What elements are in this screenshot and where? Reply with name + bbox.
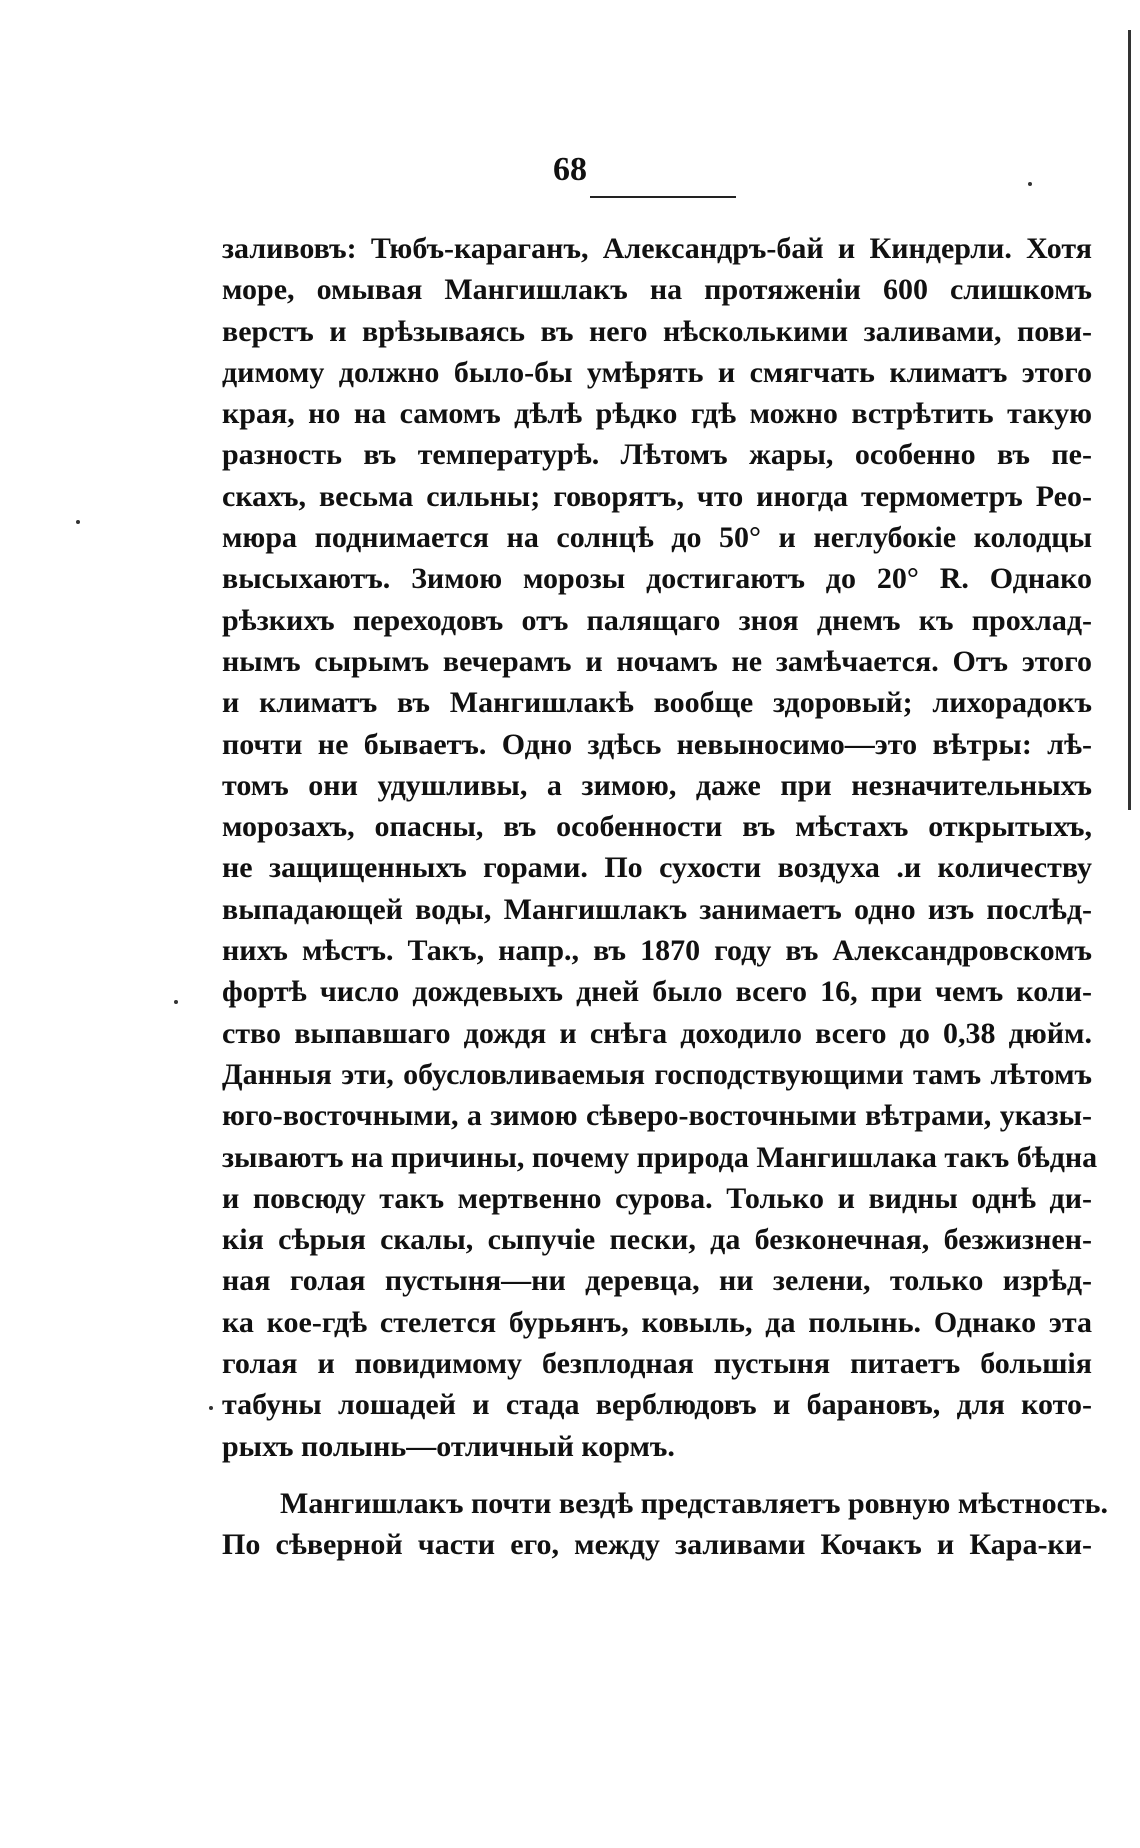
paragraph: [222, 1483, 1109, 1566]
text-line: ная голая пустыня—ни деревца, ни зелени, только изрѣд-: [222, 1264, 1092, 1298]
text-line: томъ они удушливы, а зимою, даже при незначительныхъ: [222, 768, 1092, 802]
text-line: голая и повидимому безплодная пустыня питаетъ большія: [222, 1347, 1092, 1381]
text-line: ство выпавшаго дождя и снѣга доходило всего до 0,38 дюйм.: [222, 1016, 1092, 1050]
text-line: мюра поднимается на солнцѣ до 50° и неглубокіе колодцы: [222, 521, 1092, 555]
text-line: и климатъ въ Мангишлакѣ вообще здоровый; лихорадокъ: [222, 686, 1092, 720]
text-line: края, но на самомъ дѣлѣ рѣдко гдѣ можно встрѣтить такую: [222, 397, 1092, 431]
text-line: морозахъ, опасны, въ особенности въ мѣстахъ открытыхъ,: [222, 810, 1092, 844]
paragraph: [222, 228, 1098, 1467]
text-line: нымъ сырымъ вечерамъ и ночамъ не замѣчается. Отъ этого: [222, 644, 1092, 678]
text-line: фортѣ число дождевыхъ дней было всего 16, при чемъ коли-: [222, 975, 1092, 1009]
body-text: [222, 228, 1109, 1566]
text-line: скахъ, весьма сильны; говорятъ, что иногда термометръ Рео-: [222, 479, 1092, 513]
text-line: табуны лошадей и стада верблюдовъ и барановъ, для кото-: [222, 1388, 1092, 1422]
text-line: юго-восточными, а зимою сѣверо-восточными вѣтрами, указы-: [222, 1099, 1092, 1133]
text-line: разность въ температурѣ. Лѣтомъ жары, особенно въ пе-: [222, 438, 1092, 472]
text-line: выпадающей воды, Мангишлакъ занимаетъ одно изъ послѣд-: [222, 892, 1092, 926]
text-line: верстъ и врѣзываясь въ него нѣсколькими заливами, пови-: [222, 314, 1092, 348]
text-line: зываютъ на причины, почему природа Мангишлака такъ бѣдна: [222, 1140, 1098, 1174]
text-line: По сѣверной части его, между заливами Кочакъ и Кара-ки-: [222, 1528, 1092, 1562]
text-line: заливовъ: Тюбъ-караганъ, Александръ-бай и Киндерли. Хотя: [222, 232, 1092, 265]
page-number-rule: [590, 196, 736, 198]
page-number: 68: [553, 151, 587, 188]
text-line: рыхъ полынь—отличный кормъ.: [222, 1429, 675, 1463]
text-line: Мангишлакъ почти вездѣ представляетъ ровную мѣстность.: [280, 1486, 1109, 1520]
text-line: море, омывая Мангишлакъ на протяженіи 600 слишкомъ: [222, 273, 1092, 307]
text-line: не защищенныхъ горами. По сухости воздуха .и количеству: [222, 851, 1092, 885]
scan-edge-line: [1128, 30, 1131, 810]
scan-speck: [76, 520, 80, 524]
text-line: нихъ мѣстъ. Такъ, напр., въ 1870 году въ Александровскомъ: [222, 934, 1092, 968]
text-line: рѣзкихъ переходовъ отъ палящаго зноя днемъ къ прохлад-: [222, 603, 1092, 637]
text-line: Данныя эти, обусловливаемыя господствующими тамъ лѣтомъ: [222, 1057, 1092, 1091]
text-line: димому должно было-бы умѣрять и смягчать климатъ этого: [222, 355, 1092, 389]
text-line: ка кое-гдѣ стелется бурьянъ, ковыль, да полынь. Однако эта: [222, 1305, 1092, 1339]
text-line: почти не бываетъ. Одно здѣсь невыносимо—это вѣтры: лѣ-: [222, 727, 1092, 761]
text-line: и повсюду такъ мертвенно сурова. Только и видны однѣ ди-: [222, 1181, 1092, 1215]
scan-speck: [174, 1000, 178, 1004]
scan-speck: [209, 1406, 213, 1410]
text-line: высыхаютъ. Зимою морозы достигаютъ до 20° R. Однако: [222, 562, 1092, 596]
text-line: кія сѣрыя скалы, сыпучіе пески, да безконечная, безжизнен-: [222, 1223, 1092, 1257]
